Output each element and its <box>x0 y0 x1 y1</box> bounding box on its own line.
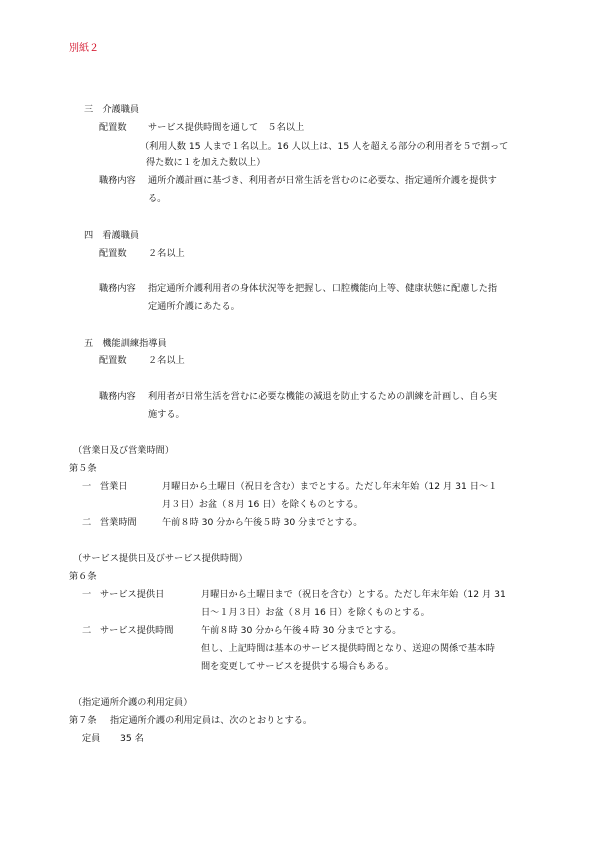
section-heading: 三 介護職員 <box>84 104 140 115</box>
article-caption: （営業日及び営業時間） <box>73 445 175 456</box>
staff-count-label: 配置数 <box>99 248 127 259</box>
item-text-line: 月曜日から土曜日（祝日を含む）までとする。ただし年末年始（12 月 31 日～１ <box>162 481 498 492</box>
staff-count-note-line: 得た数に１を加えた数以上） <box>146 157 266 168</box>
duties-label: 職務内容 <box>99 283 136 294</box>
item-text-line: 午前８時 30 分から午後５時 30 分までとする。 <box>162 517 363 528</box>
article-title: 第５条 <box>69 463 97 474</box>
article-caption: （サービス提供日及びサービス提供時間） <box>73 553 248 564</box>
item-number: 一 <box>82 481 92 492</box>
duties-text-line: 通所介護計画に基づき、利用者が日常生活を営むのに必要な、指定通所介護を提供す <box>148 175 497 186</box>
item-label: サービス提供日 <box>100 589 165 600</box>
item-label: 営業時間 <box>100 517 137 528</box>
capacity-value: 35 名 <box>120 733 144 744</box>
staff-count-note-line: （利用人数 15 人まで１名以上。16 人以上は、15 人を超える部分の利用者を５で割って <box>140 141 509 152</box>
article-caption: （指定通所介護の利用定員） <box>73 697 193 708</box>
item-label: 営業日 <box>100 481 128 492</box>
duties-text-line: 施する。 <box>148 409 185 420</box>
duties-label: 職務内容 <box>99 391 136 402</box>
duties-text-line: 定通所介護にあたる。 <box>148 301 240 312</box>
staff-count-label: 配置数 <box>99 122 127 133</box>
item-number: 一 <box>82 589 92 600</box>
item-text-line: 月曜日から土曜日まで（祝日を含む）とする。ただし年末年始（12 月 31 <box>201 589 506 600</box>
capacity-label: 定員 <box>82 733 101 744</box>
item-label: サービス提供時間 <box>100 625 174 636</box>
staff-count-value: ２名以上 <box>148 248 185 259</box>
item-text-line: 午前８時 30 分から午後４時 30 分までとする。 <box>201 625 402 636</box>
staff-count-value: ２名以上 <box>148 355 185 366</box>
section-heading: 五 機能訓練指導員 <box>84 338 167 349</box>
item-text-line: 間を変更してサービスを提供する場合もある。 <box>201 661 394 672</box>
article-text: 指定通所介護の利用定員は、次のとおりとする。 <box>110 715 313 726</box>
duties-text-line: る。 <box>148 193 167 204</box>
item-text-line: 日～１月３日）お盆（８月 16 日）を除くものとする。 <box>201 607 430 618</box>
section-heading: 四 看護職員 <box>84 230 140 241</box>
item-text-line: 月３日）お盆（８月 16 日）を除くものとする。 <box>162 499 364 510</box>
article-title: 第７条 <box>69 715 97 726</box>
attachment-label: 別紙２ <box>69 43 99 54</box>
item-number: 二 <box>82 517 92 528</box>
duties-text-line: 指定通所介護利用者の身体状況等を把握し、口腔機能向上等、健康状態に配慮した指 <box>148 283 498 294</box>
staff-count-label: 配置数 <box>99 355 127 366</box>
staff-count-value: サービス提供時間を通して ５名以上 <box>148 122 305 133</box>
article-title: 第６条 <box>69 571 97 582</box>
duties-text-line: 利用者が日常生活を営むに必要な機能の減退を防止するための訓練を計画し、自ら実 <box>148 391 498 402</box>
item-number: 二 <box>82 625 92 636</box>
item-text-line: 但し、上記時間は基本のサービス提供時間となり、送迎の関係で基本時 <box>201 643 495 654</box>
duties-label: 職務内容 <box>99 175 136 186</box>
